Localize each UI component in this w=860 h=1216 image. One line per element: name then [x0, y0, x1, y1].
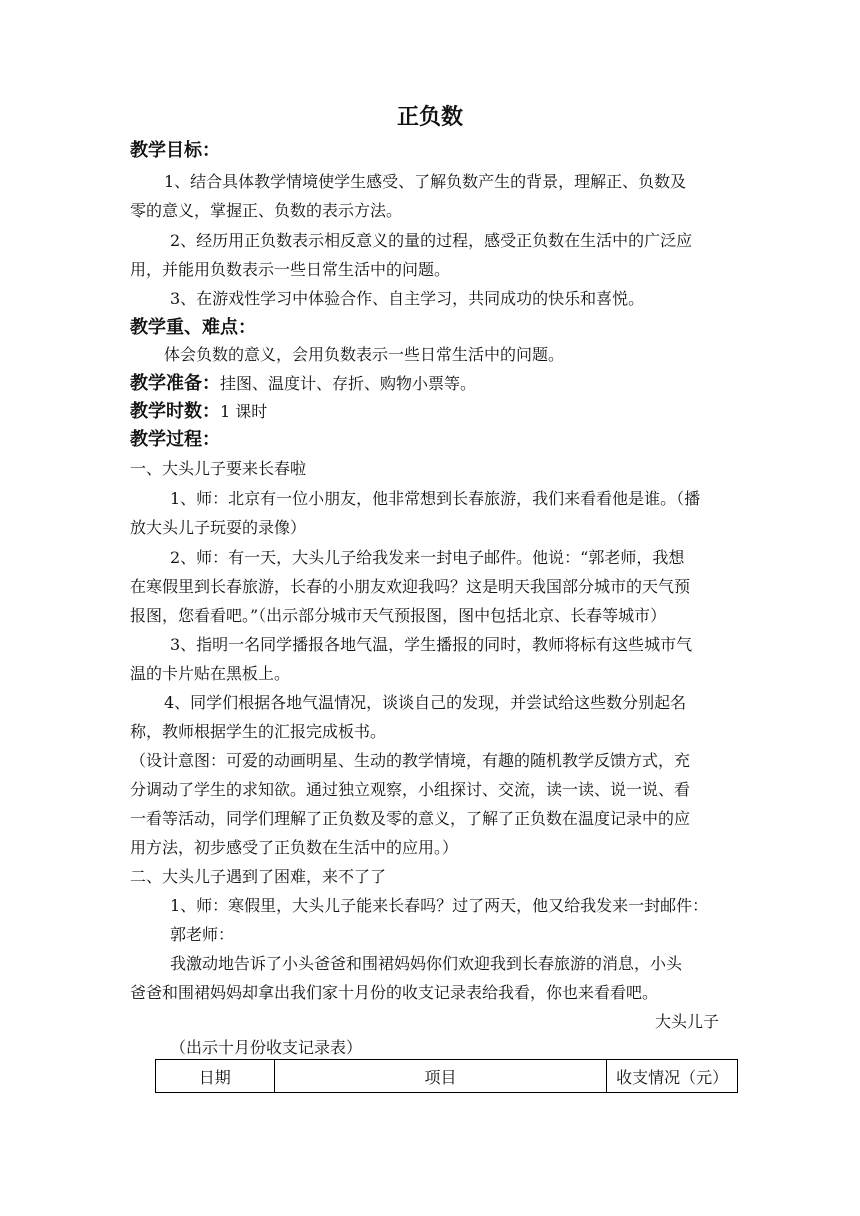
process-heading: 教学过程： [130, 429, 220, 450]
objective-2-line-1: 2、经历用正负数表示相反意义的量的过程，感受正负数在生活中的广泛应 [170, 231, 693, 250]
column-header-item: 项目 [274, 1060, 607, 1093]
design-intent-line: （设计意图：可爱的动画明星、生动的教学情境，有趣的随机教学反馈方式，充 [130, 751, 691, 770]
section-1-title: 一、大头儿子要来长春啦 [130, 459, 307, 478]
section-1-line: 2、师：有一天，大头儿子给我发来一封电子邮件。他说：“郭老师，我想 [170, 548, 685, 567]
section-1-line: 温的卡片贴在黑板上。 [130, 664, 291, 683]
section-1-line: 称，教师根据学生的汇报完成板书。 [130, 722, 387, 741]
design-intent-line: 用方法，初步感受了正负数在生活中的应用。） [130, 838, 459, 857]
section-2-line: 1、师：寒假里，大头儿子能来长春吗？过了两天，他又给我发来一封邮件： [170, 896, 709, 915]
preparation-row [130, 372, 476, 396]
objective-2-line-2: 用，并能用负数表示一些日常生活中的问题。 [130, 260, 451, 279]
section-1-line: 放大头儿子玩耍的录像） [130, 518, 307, 537]
design-intent-line: 分调动了学生的求知欲。通过独立观察，小组探讨、交流，读一读、说一说、看 [130, 780, 691, 799]
column-header-amount: 收支情况（元） [607, 1060, 738, 1093]
preparation-heading: 教学准备： [130, 373, 220, 394]
letter-body-line: 爸爸和围裙妈妈却拿出我们家十月份的收支记录表给我看，你也来看看吧。 [130, 983, 659, 1002]
table-header-row [156, 1060, 738, 1093]
section-1-line: 在寒假里到长春旅游，长春的小朋友欢迎我吗？这是明天我国部分城市的天气预 [130, 577, 691, 596]
letter-body-line: 我激动地告诉了小头爸爸和围裙妈妈你们欢迎我到长春旅游的消息，小头 [170, 954, 683, 973]
section-1-line: 4、同学们根据各地气温情况，谈谈自己的发现，并尝试给这些数分别起名 [164, 693, 687, 712]
objective-3-line-1: 3、在游戏性学习中体验合作、自主学习，共同成功的快乐和喜悦。 [170, 289, 645, 308]
column-header-date: 日期 [156, 1060, 275, 1093]
duration-row [130, 400, 267, 424]
letter-salutation: 郭老师： [170, 925, 235, 944]
duration-heading: 教学时数： [130, 401, 220, 422]
objectives-heading: 教学目标： [130, 140, 220, 161]
section-1-line: 1、师：北京有一位小朋友，他非常想到长春旅游，我们来看看他是谁。（播 [170, 489, 701, 508]
letter-signature: 大头儿子 [655, 1012, 720, 1031]
key-points-heading: 教学重、难点： [130, 317, 256, 338]
duration-text: 1 课时 [220, 402, 268, 421]
preparation-text: 挂图、温度计、存折、购物小票等。 [220, 374, 477, 393]
page-title: 正负数 [396, 105, 463, 130]
design-intent-line: 一看等活动，同学们理解了正负数及零的意义，了解了正负数在温度记录中的应 [130, 809, 691, 828]
table-caption: （出示十月份收支记录表） [170, 1038, 363, 1057]
income-expense-table [155, 1059, 738, 1093]
key-points-text: 体会负数的意义，会用负数表示一些日常生活中的问题。 [164, 345, 565, 364]
objective-1-line-2: 零的意义，掌握正、负数的表示方法。 [130, 201, 403, 220]
section-2-title: 二、大头儿子遇到了困难，来不了了 [130, 867, 387, 886]
section-1-line: 3、指明一名同学播报各地气温，学生播报的同时，教师将标有这些城市气 [170, 635, 693, 654]
objective-1-line-1: 1、结合具体教学情境使学生感受、了解负数产生的背景，理解正、负数及 [164, 172, 687, 191]
section-1-line: 报图，您看看吧。”（出示部分城市天气预报图，图中包括北京、长春等城市） [130, 606, 667, 625]
